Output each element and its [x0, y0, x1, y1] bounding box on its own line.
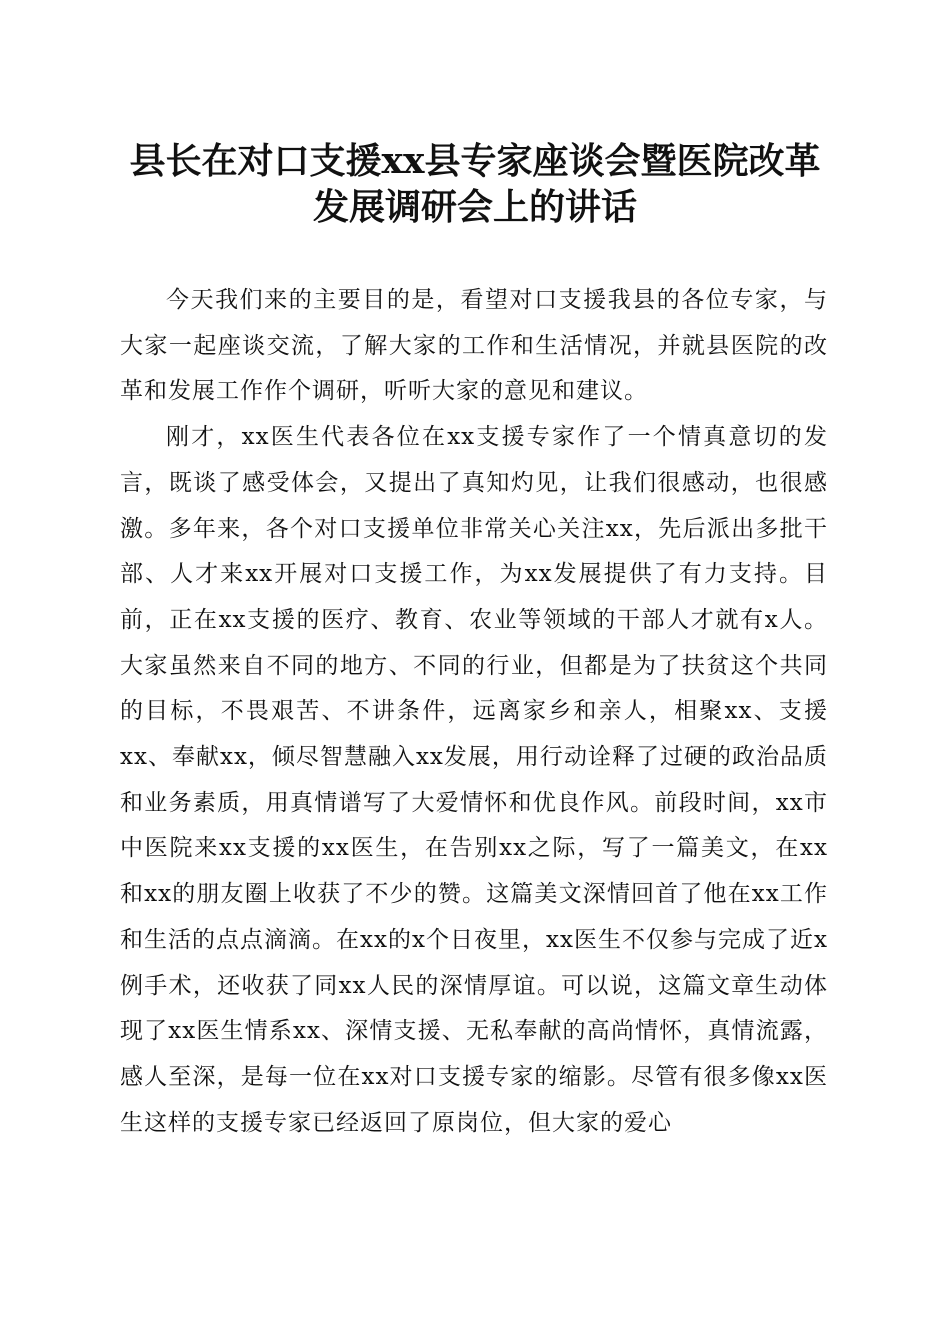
- document-body: [120, 278, 828, 1146]
- title-line-2: 发展调研会上的讲话: [312, 186, 637, 228]
- title-line-1: 县长在对口支援xx县专家座谈会暨医院改革: [129, 140, 821, 182]
- document-title: [100, 138, 850, 230]
- paragraph-1: 今天我们来的主要目的是，看望对口支援我县的各位专家，与大家一起座谈交流，了解大家的工作和生活情况，并就县医院的改革和发展工作作个调研，听听大家的意见和建议。: [120, 287, 828, 405]
- paragraph-2: 刚才，xx医生代表各位在xx支援专家作了一个情真意切的发言，既谈了感受体会，又提出了真知灼见，让我们很感动，也很感激。多年来，各个对口支援单位非常关心关注xx，先后派出多批干部、人才来xx开展对口支援工作，为xx发展提供了有力支持。目前，正在xx支援的医疗、教育、农业等领域的干部人才就有x人。大家虽然来自不同的地方、不同的行业，但都是为了扶贫这个共同的目标，不畏艰苦、不讲条件，远离家乡和亲人，相聚xx、支援xx、奉献xx，倾尽智慧融入xx发展，用行动诠释了过硬的政治品质和业务素质，用真情谱写了大爱情怀和优良作风。前段时间，xx市中医院来xx支援的xx医生，在告别xx之际，写了一篇美文，在xx和xx的朋友圈上收获了不少的赞。这篇美文深情回首了他在xx工作和生活的点点滴滴。在xx的x个日夜里，xx医生不仅参与完成了近x例手术，还收获了同xx人民的深情厚谊。可以说，这篇文章生动体现了xx医生情系xx、深情支援、无私奉献的高尚情怀，真情流露，感人至深，是每一位在xx对口支援专家的缩影。尽管有很多像xx医生这样的支援专家已经返回了原岗位，但大家的爱心: [120, 424, 828, 1136]
